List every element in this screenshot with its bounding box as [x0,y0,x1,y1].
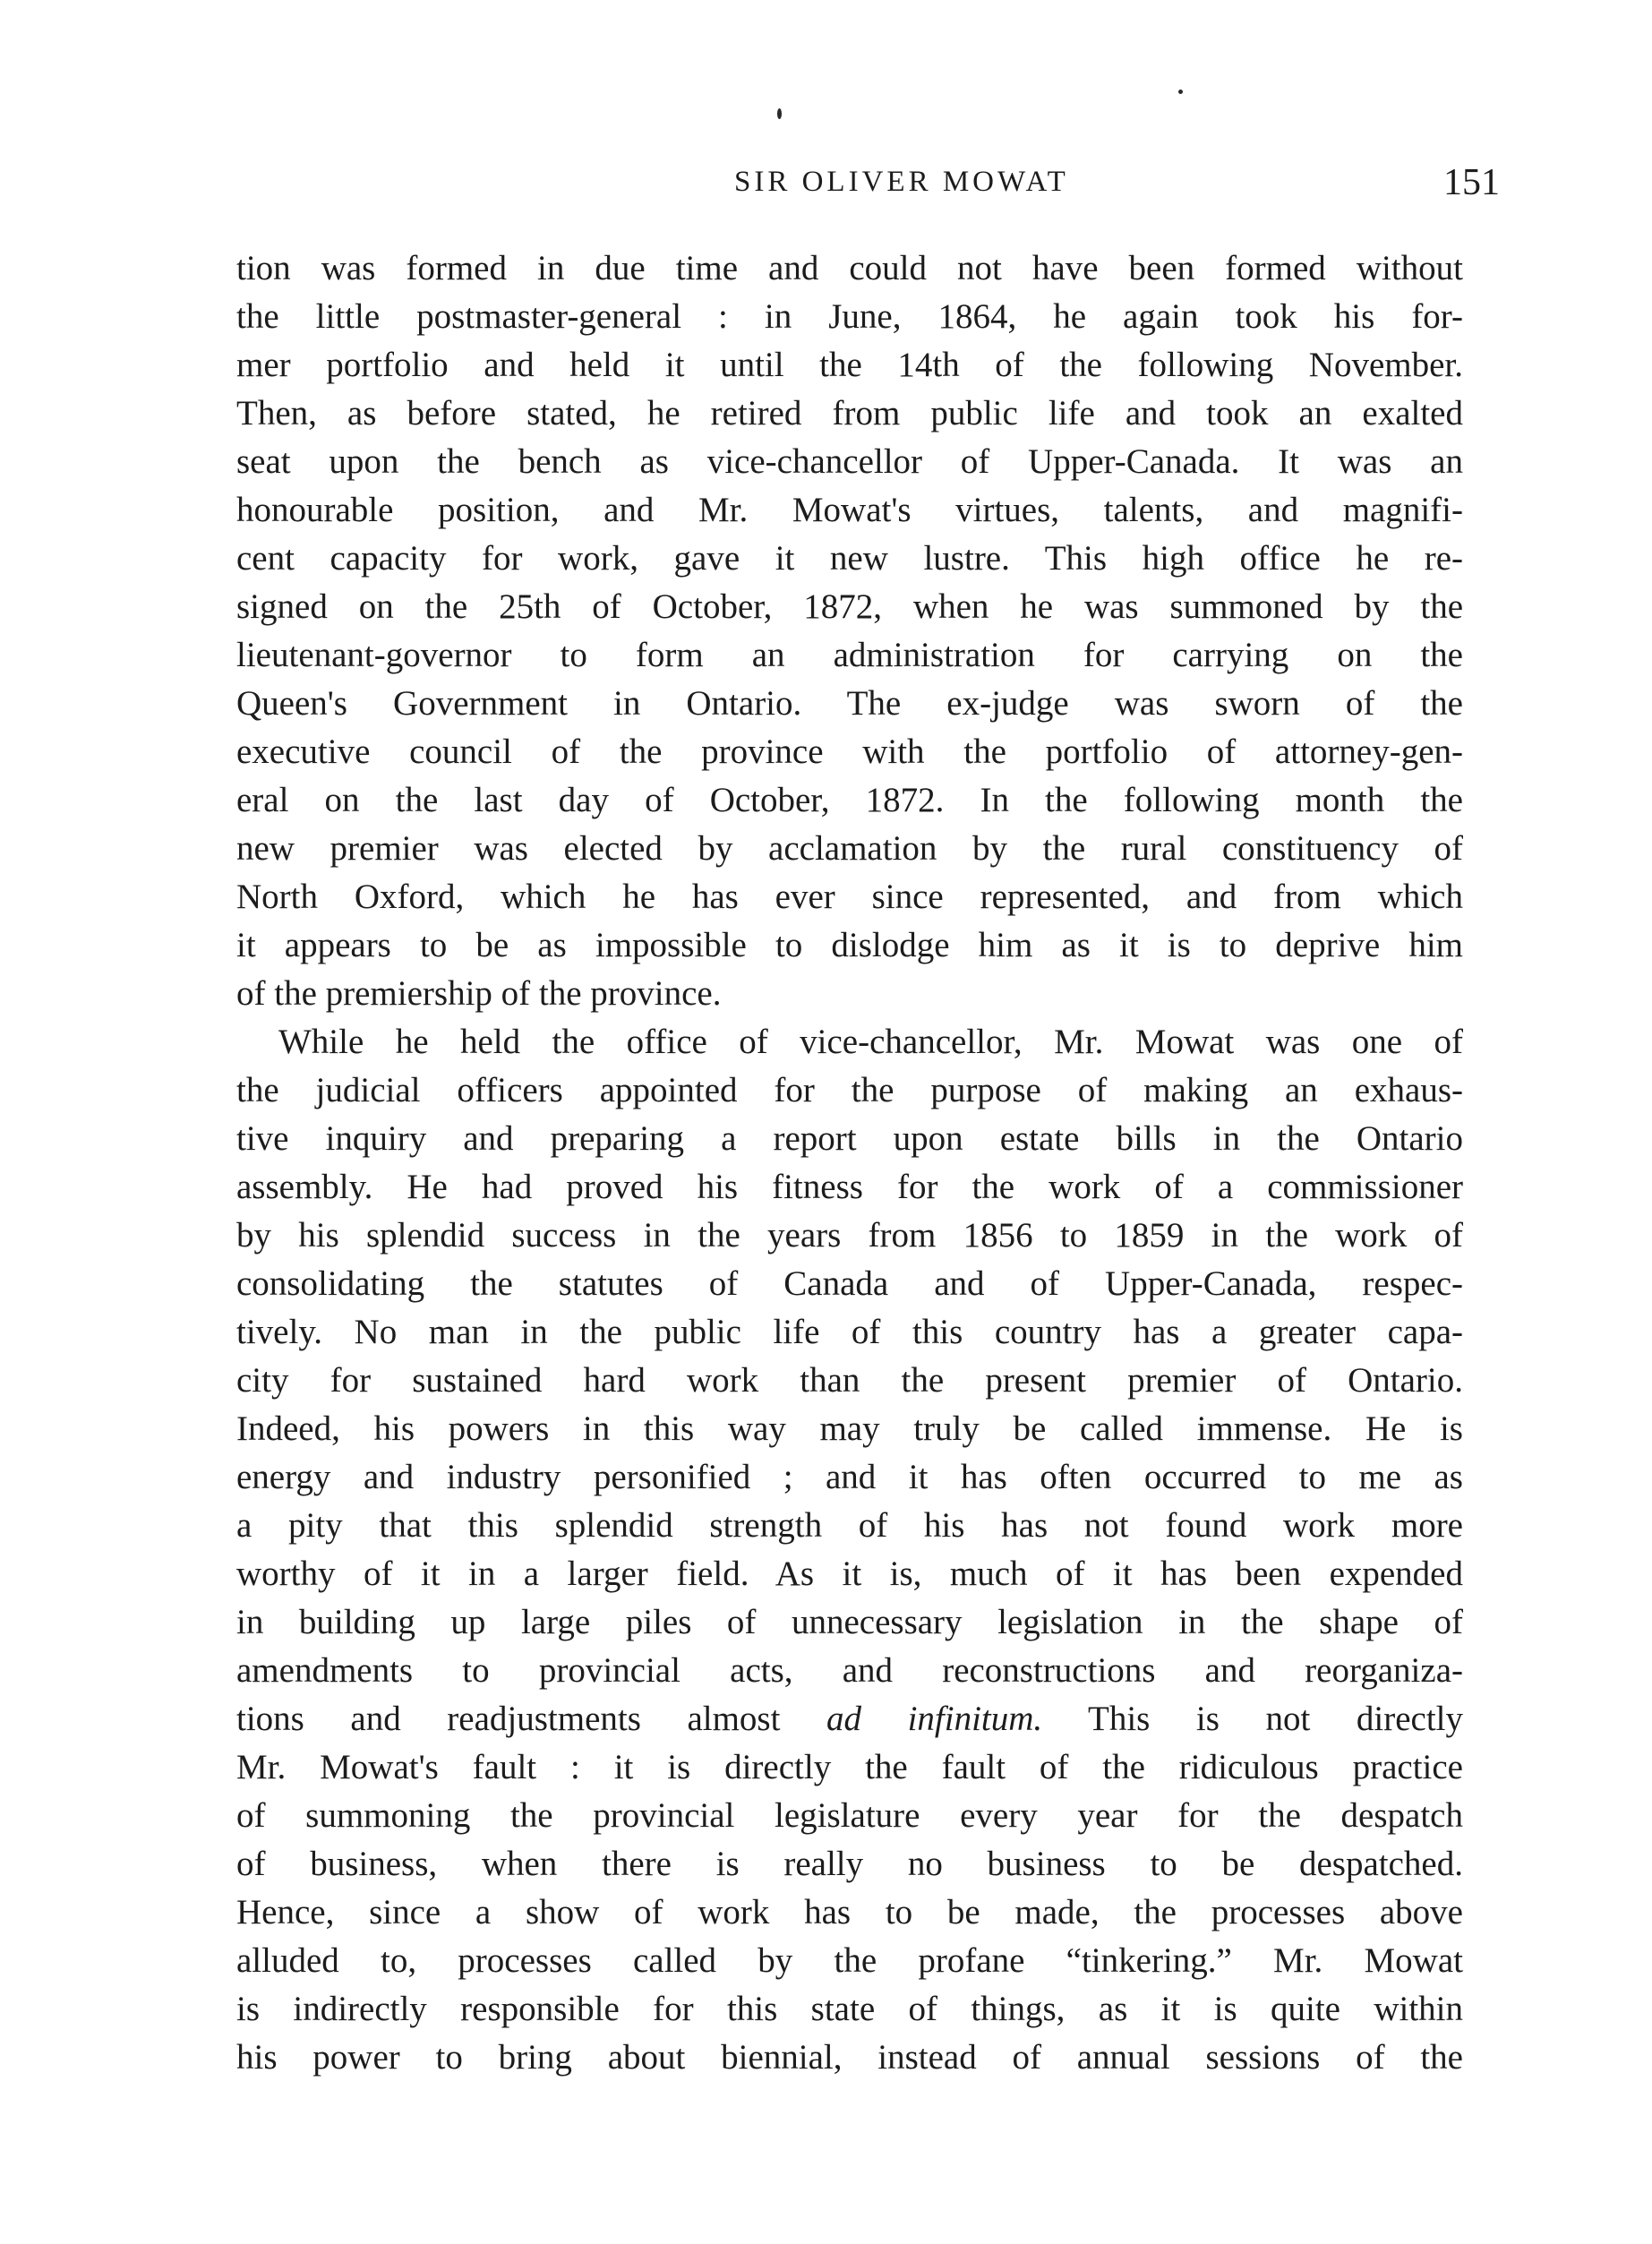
text-line: consolidating the statutes of Canada and of Upper-Canada, respec- [236,1264,1463,1303]
text-line-with-italic [236,1695,1463,1743]
ink-speck [777,108,782,119]
text-line: While he held the office of vice-chancellor, Mr. Mowat was one of [278,1023,1463,1061]
text-line: eral on the last day of October, 1872. In the following month the [236,781,1463,819]
text-run: tions and readjustments almost [236,1700,827,1738]
text-line: worthy of it in a larger field. As it is, much of it has been expended [236,1555,1463,1593]
ink-speck [1178,90,1183,94]
text-line: Queen's Government in Ontario. The ex-judge was sworn of the [236,684,1463,723]
text-line: his power to bring about biennial, instead of annual sessions of the [236,2038,1463,2077]
text-line: alluded to, processes called by the profane “tinkering.” Mr. Mowat [236,1941,1463,1980]
text-line: North Oxford, which he has ever since represented, and from which [236,878,1463,916]
text-line: of summoning the provincial legislature every year for the despatch [236,1796,1463,1835]
running-title: SIR OLIVER MOWAT [734,166,1069,198]
text-line: the little postmaster-general : in June, 1864, he again took his for- [236,297,1463,336]
text-line: of the premiership of the province. [236,974,722,1013]
text-line: new premier was elected by acclamation by the rural constituency of [236,829,1463,868]
text-line: of business, when there is really no business to be despatched. [236,1845,1463,1883]
text-line: tive inquiry and preparing a report upon estate bills in the Ontario [236,1119,1463,1158]
text-line: Hence, since a show of work has to be made, the processes above [236,1893,1463,1931]
text-line: executive council of the province with the portfolio of attorney-gen- [236,732,1463,771]
text-line: in building up large piles of unnecessary legislation in the shape of [236,1603,1463,1641]
text-line: cent capacity for work, gave it new lustre. This high office he re- [236,539,1463,578]
text-line: amendments to provincial acts, and reconstructions and reorganiza- [236,1651,1463,1690]
page-number: 151 [1443,162,1500,203]
text-line: Then, as before stated, he retired from public life and took an exalted [236,394,1463,433]
text-line: Mr. Mowat's fault : it is directly the fault of the ridiculous practice [236,1748,1463,1786]
text-line: honourable position, and Mr. Mowat's virtues, talents, and magnifi- [236,491,1463,529]
text-line: by his splendid success in the years from 1856 to 1859 in the work of [236,1216,1463,1255]
text-line: energy and industry personified ; and it has often occurred to me as [236,1458,1463,1496]
text-line: the judicial officers appointed for the purpose of making an exhaus- [236,1071,1463,1109]
text-line: lieutenant-governor to form an administration for carrying on the [236,636,1463,674]
text-line: is indirectly responsible for this state of things, as it is quite within [236,1990,1463,2028]
text-line: city for sustained hard work than the present premier of Ontario. [236,1361,1463,1400]
text-line: a pity that this splendid strength of his has not found work more [236,1506,1463,1545]
text-line: Indeed, his powers in this way may truly be called immense. He is [236,1409,1463,1448]
text-run: This is not directly [1042,1700,1463,1738]
text-line: tion was formed in due time and could not have been formed without [236,249,1463,287]
text-line: it appears to be as impossible to dislodge him as it is to deprive him [236,926,1463,964]
italic-phrase: ad infinitum. [826,1700,1043,1738]
text-line: seat upon the bench as vice-chancellor of Upper-Canada. It was an [236,442,1463,481]
text-line: assembly. He had proved his fitness for the work of a commissioner [236,1168,1463,1206]
text-line: mer portfolio and held it until the 14th of the following November. [236,346,1463,384]
text-line: signed on the 25th of October, 1872, when he was summoned by the [236,587,1463,626]
text-line: tively. No man in the public life of this country has a greater capa- [236,1313,1463,1351]
